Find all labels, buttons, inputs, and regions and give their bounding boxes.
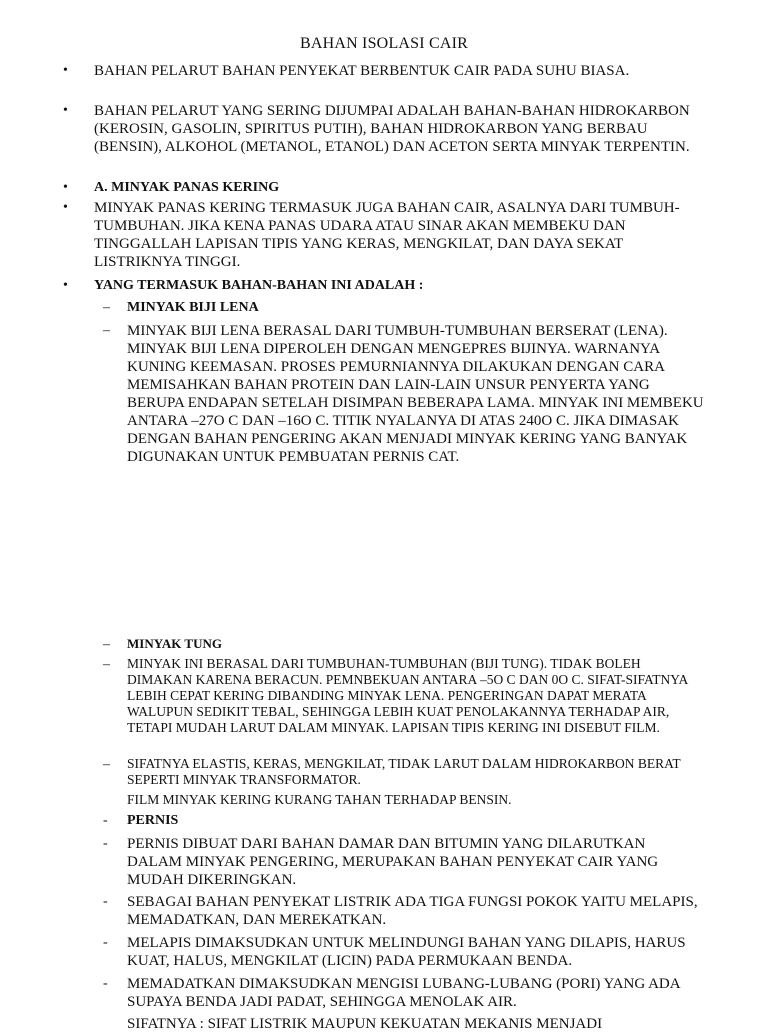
- dash-marker: –: [103, 657, 110, 672]
- hyphen-marker: -: [103, 813, 108, 828]
- dash-marker: –: [103, 300, 110, 315]
- heading-minyak-tung: MINYAK TUNG: [127, 636, 222, 651]
- subsection-heading: YANG TERMASUK BAHAN-BAHAN INI ADALAH :: [94, 278, 424, 293]
- heading-pernis: PERNIS: [127, 813, 179, 828]
- bullet-marker: •: [63, 200, 68, 215]
- hyphen-marker: -: [103, 976, 108, 991]
- dash-marker: –: [103, 323, 110, 338]
- paragraph-pernis-5-cut: SIFATNYA : SIFAT LISTRIK MAUPUN KEKUATAN MEKANIS MENJADI: [127, 1016, 603, 1032]
- hyphen-marker: -: [103, 836, 108, 851]
- paragraph-pernis-2: SEBAGAI BAHAN PENYEKAT LISTRIK ADA TIGA FUNGSI POKOK YAITU MELAPIS, MEMADATKAN, DAN MEREKATKAN.: [127, 894, 698, 928]
- bullet-item-4: MINYAK PANAS KERING TERMASUK JUGA BAHAN CAIR, ASALNYA DARI TUMBUH-TUMBUHAN. JIKA KENA PANAS UDARA ATAU SINAR AKAN MEMBEKU DAN TINGGALLAH LAPISAN TIPIS YANG KERAS, MENGKILAT, DAN DAYA SEKAT LISTRIKNYA TINGGI.: [94, 200, 680, 270]
- paragraph-minyak-tung: MINYAK INI BERASAL DARI TUMBUHAN-TUMBUHAN (BIJI TUNG). TIDAK BOLEH DIMAKAN KARENA BERACUN. PEMNBEKUAN ANTARA –5O C DAN 0O C. SIFAT-SIFATNYA LEBIH CEPAT KERING DIBANDING MINYAK LENA. PENGERINGAN DAPAT MERATA WALUPUN SEDIKIT TEBAL, SEHINGGA LEBIH KUAT PENOLAKANNYA TERHADAP AIR, TETAPI MUDAH LARUT DALAM MINYAK. LAPISAN TIPIS KERING INI DISEBUT FILM.: [127, 656, 688, 735]
- paragraph-pernis-4: MEMADATKAN DIMAKSUDKAN MENGISI LUBANG-LUBANG (PORI) YANG ADA SUPAYA BENDA JADI PADAT, SEHINGGA MENOLAK AIR.: [127, 976, 680, 1010]
- bullet-marker: •: [63, 278, 68, 293]
- paragraph-film: FILM MINYAK KERING KURANG TAHAN TERHADAP BENSIN.: [127, 792, 512, 807]
- dash-marker: –: [103, 757, 110, 772]
- document-title: BAHAN ISOLASI CAIR: [299, 35, 469, 52]
- bullet-marker: •: [63, 180, 68, 195]
- dash-marker: –: [103, 637, 110, 652]
- hyphen-marker: -: [103, 894, 108, 909]
- paragraph-minyak-biji-lena: MINYAK BIJI LENA BERASAL DARI TUMBUH-TUMBUHAN BERSERAT (LENA). MINYAK BIJI LENA DIPEROLEH DENGAN MENGEPRES BIJINYA. WARNANYA KUNING KEEMASAN. PROSES PEMURNIANNYA DILAKUKAN DENGAN CARA MEMISAHKAN BAHAN PROTEIN DAN LAIN-LAIN UNSUR PENYERTA YANG BERUPA ENDAPAN SETELAH DISIMPAN BEBERAPA LAMA. MINYAK INI MEMBEKU ANTARA –27O C DAN –16O C. TITIK NYALANYA DI ATAS 240O C. JIKA DIMASAK DENGAN BAHAN PENGERING AKAN MENJADI MINYAK KERING YANG BANYAK DIGUNAKAN UNTUK PEMBUATAN PERNIS CAT.: [127, 323, 704, 465]
- bullet-marker: •: [63, 103, 68, 118]
- paragraph-pernis-1: PERNIS DIBUAT DARI BAHAN DAMAR DAN BITUMIN YANG DILARUTKAN DALAM MINYAK PENGERING, MERUPAKAN BAHAN PENYEKAT CAIR YANG MUDAH DIKERINGKAN.: [127, 836, 659, 888]
- hyphen-marker: -: [103, 935, 108, 950]
- paragraph-pernis-3: MELAPIS DIMAKSUDKAN UNTUK MELINDUNGI BAHAN YANG DILAPIS, HARUS KUAT, HALUS, MENGKILAT (LICIN) PADA PERMUKAAN BENDA.: [127, 935, 686, 969]
- section-heading-minyak-panas-kering: A. MINYAK PANAS KERING: [94, 180, 280, 195]
- paragraph-sifatnya: SIFATNYA ELASTIS, KERAS, MENGKILAT, TIDAK LARUT DALAM HIDROKARBON BERAT SEPERTI MINYAK TRANSFORMATOR.: [127, 756, 681, 787]
- bullet-item-1: BAHAN PELARUT BAHAN PENYEKAT BERBENTUK CAIR PADA SUHU BIASA.: [94, 63, 630, 79]
- bullet-item-2: BAHAN PELARUT YANG SERING DIJUMPAI ADALAH BAHAN-BAHAN HIDROKARBON (KEROSIN, GASOLIN, SPIRITUS PUTIH), BAHAN HIDROKARBON YANG BERBAU (BENSIN), ALKOHOL (METANOL, ETANOL) DAN ACETON SERTA MINYAK TERPENTIN.: [94, 103, 690, 155]
- heading-minyak-biji-lena: MINYAK BIJI LENA: [127, 300, 259, 315]
- bullet-marker: •: [63, 63, 68, 78]
